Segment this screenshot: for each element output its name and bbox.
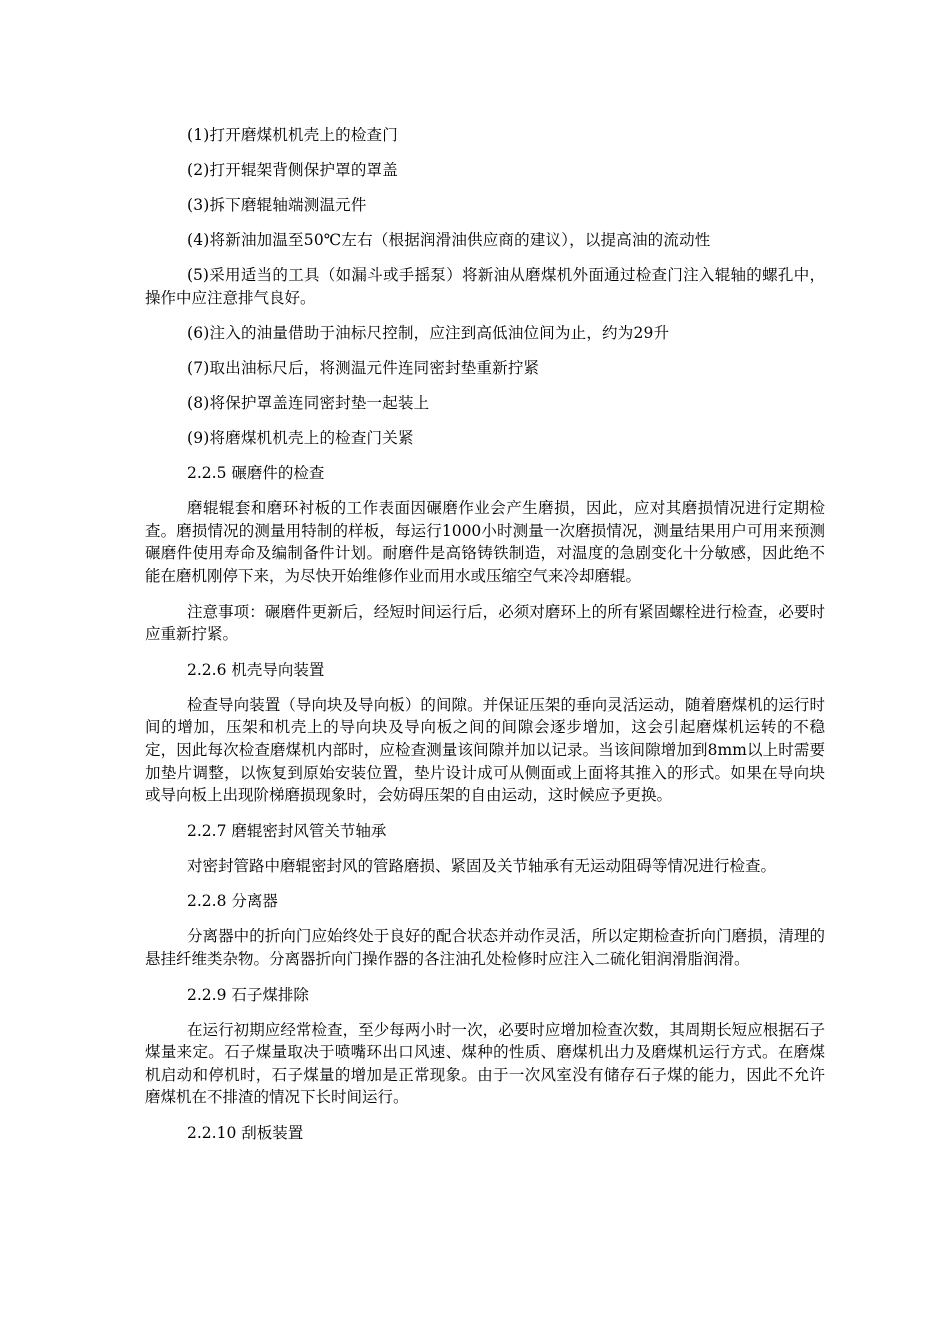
section-paragraph: 在运行初期应经常检查，至少每两小时一次，必要时应增加检查次数，其周期长短应根据石子煤量来定。石子煤量取决于喷嘴环出口风速、煤种的性质、磨煤机出力及磨煤机运行方式。在磨煤机启动和停机时，石子煤量的增加是正常现象。由于一次风室没有储存石子煤的能力，因此不允许磨煤机在不排渣的情况下长时间运行。 bbox=[145, 1020, 825, 1107]
section-heading: 2.2.6 机壳导向装置 bbox=[187, 660, 325, 679]
section-heading: 2.2.9 石子煤排除 bbox=[187, 985, 309, 1004]
step-item: (2)打开辊架背侧保护罩的罩盖 bbox=[187, 161, 398, 179]
note-paragraph: 注意事项：碾磨件更新后，经短时间运行后，必须对磨环上的所有紧固螺栓进行检查，必要时应重新拧紧。 bbox=[145, 602, 825, 644]
section-heading: 2.2.10 刮板装置 bbox=[187, 1123, 304, 1142]
section-paragraph: 分离器中的折向门应始终处于良好的配合状态并动作灵活，所以定期检查折向门磨损，清理的悬挂纤维类杂物。分离器折向门操作器的各注油孔处检修时应注入二硫化钼润滑脂润滑。 bbox=[145, 927, 825, 968]
section-heading: 2.2.8 分离器 bbox=[187, 892, 278, 911]
step-item: (3)拆下磨辊轴端测温元件 bbox=[187, 196, 367, 214]
section-paragraph: 检查导向装置（导向块及导向板）的间隙。并保证压架的垂向灵活运动，随着磨煤机的运行时间的增加，压架和机壳上的导向块及导向板之间的间隙会逐步增加，这会引起磨煤机运转的不稳定，因此每次检查磨煤机内部时，应检查测量该间隙并加以记录。当该间隙增加到8mm以上时需要加垫片调整，以恢复到原始安装位置，垫片设计成可从侧面或上面将其推入的形式。如果在导向块或导向板上出现阶梯磨损现象时，会妨碍压架的自由运动，这时候应予更换。 bbox=[145, 695, 825, 805]
document-body bbox=[145, 124, 825, 1157]
step-item: (6)注入的油量借助于油标尺控制，应注到高低油位间为止，约为29升 bbox=[187, 324, 670, 343]
step-item: (7)取出油标尺后，将测温元件连同密封垫重新拧紧 bbox=[187, 359, 540, 378]
step-item: (4)将新油加温至50℃左右（根据润滑油供应商的建议），以提高油的流动性 bbox=[187, 231, 711, 249]
section-paragraph: 对密封管路中磨辊密封风的管路磨损、紧固及关节轴承有无运动阻碍等情况进行检查。 bbox=[187, 856, 777, 875]
step-item: (9)将磨煤机机壳上的检查门关紧 bbox=[187, 429, 414, 448]
section-heading: 2.2.7 磨辊密封风管关节轴承 bbox=[187, 821, 387, 840]
section-paragraph: 磨辊辊套和磨环衬板的工作表面因碾磨作业会产生磨损，因此，应对其磨损情况进行定期检查。磨损情况的测量用特制的样板，每运行1000小时测量一次磨损情况，测量结果用户可用来预测碾磨件使用寿命及编制备件计划。耐磨件是高铬铸铁制造，对温度的急剧变化十分敏感，因此绝不能在磨机刚停下来，为尽快开始维修作业而用水或压缩空气来冷却磨辊。 bbox=[145, 499, 825, 585]
step-item: (1)打开磨煤机机壳上的检查门 bbox=[187, 126, 398, 144]
step-item: (5)采用适当的工具（如漏斗或手摇泵）将新油从磨煤机外面通过检查门注入辊轴的螺孔中，操作中应注意排气良好。 bbox=[145, 266, 825, 307]
step-item: (8)将保护罩盖连同密封垫一起装上 bbox=[187, 394, 430, 413]
section-heading: 2.2.5 碾磨件的检查 bbox=[187, 464, 325, 483]
